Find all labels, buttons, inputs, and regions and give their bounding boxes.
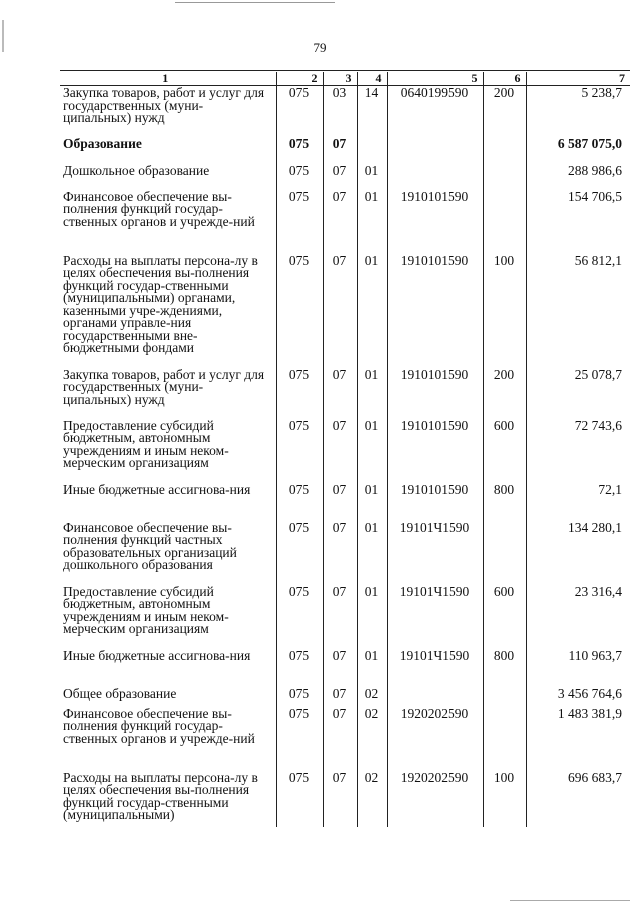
cell-name: Общее образование xyxy=(63,685,177,701)
cell-col-5: 1910101590 xyxy=(387,368,483,419)
cell-col-7: 288 986,6 xyxy=(526,164,630,190)
cell-col-6: 100 xyxy=(483,771,526,827)
cell-col-5 xyxy=(387,137,483,164)
cell-col-3: 07 xyxy=(323,483,357,521)
cell-col-5: 1910101590 xyxy=(387,483,483,521)
table-row xyxy=(60,190,630,254)
cell-col-4: 01 xyxy=(357,164,387,190)
cell-col-6: 200 xyxy=(483,86,526,137)
header-col-4: 4 xyxy=(357,72,387,86)
cell-col-5: 0640199590 xyxy=(387,86,483,137)
cell-col-4: 01 xyxy=(357,521,387,585)
table-row xyxy=(60,137,630,164)
header-col-2: 2 xyxy=(276,72,323,86)
cell-col-2: 075 xyxy=(276,190,323,254)
cell-col-4: 02 xyxy=(357,771,387,827)
cell-col-7: 696 683,7 xyxy=(526,771,630,827)
table-row xyxy=(60,585,630,649)
table-row xyxy=(60,483,630,521)
bottom-scan-line xyxy=(510,900,630,901)
cell-col-6: 200 xyxy=(483,368,526,419)
cell-name: Финансовое обеспечение вы-полнения функций частных образовательных организаций дошкольного образования xyxy=(63,519,237,572)
cell-col-7: 3 456 764,6 xyxy=(526,687,630,707)
table-row xyxy=(60,419,630,483)
table-header xyxy=(60,72,630,86)
cell-col-3: 07 xyxy=(323,649,357,687)
cell-name: Дошкольное образование xyxy=(63,162,210,178)
cell-col-5: 19101Ч1590 xyxy=(387,649,483,687)
cell-col-6 xyxy=(483,521,526,585)
cell-col-3: 07 xyxy=(323,521,357,585)
cell-name: Предоставление субсидий бюджетным, автономным учреждениям и иным неком-мерческим организациям xyxy=(63,583,229,636)
cell-col-4: 01 xyxy=(357,419,387,483)
cell-col-3: 07 xyxy=(323,419,357,483)
table-row xyxy=(60,687,630,707)
cell-col-7: 25 078,7 xyxy=(526,368,630,419)
header-col-6: 6 xyxy=(483,72,526,86)
table-row xyxy=(60,771,630,827)
cell-col-2: 075 xyxy=(276,771,323,827)
cell-col-5: 19101Ч1590 xyxy=(387,585,483,649)
cell-col-2: 075 xyxy=(276,649,323,687)
cell-col-2: 075 xyxy=(276,687,323,707)
cell-col-7: 154 706,5 xyxy=(526,190,630,254)
cell-col-7: 6 587 075,0 xyxy=(526,137,630,164)
cell-name: Предоставление субсидий бюджетным, автономным учреждениям и иным неком-мерческим организациям xyxy=(63,417,229,470)
cell-col-4: 01 xyxy=(357,190,387,254)
table-row xyxy=(60,164,630,190)
cell-name: Закупка товаров, работ и услуг для государственных (муни-ципальных) нужд xyxy=(63,366,265,407)
cell-col-2: 075 xyxy=(276,521,323,585)
cell-name: Расходы на выплаты персона-лу в целях обеспечения вы-полнения функций государ-ственными (муниципальными) xyxy=(63,769,258,822)
cell-col-5: 19101Ч1590 xyxy=(387,521,483,585)
cell-name: Финансовое обеспечение вы-полнения функций государ-ственных органов и учрежде-ний xyxy=(63,188,255,229)
cell-col-7: 72 743,6 xyxy=(526,419,630,483)
cell-col-2: 075 xyxy=(276,164,323,190)
cell-col-2: 075 xyxy=(276,585,323,649)
cell-col-3: 07 xyxy=(323,585,357,649)
table-row xyxy=(60,86,630,137)
cell-col-5: 1920202590 xyxy=(387,771,483,827)
cell-col-2: 075 xyxy=(276,368,323,419)
cell-col-4: 14 xyxy=(357,86,387,137)
cell-col-4: 01 xyxy=(357,483,387,521)
cell-col-4: 02 xyxy=(357,687,387,707)
cell-col-3: 07 xyxy=(323,368,357,419)
cell-col-5: 1910101590 xyxy=(387,254,483,368)
cell-col-2: 075 xyxy=(276,483,323,521)
cell-col-4: 01 xyxy=(357,585,387,649)
cell-col-2: 075 xyxy=(276,254,323,368)
cell-col-6: 800 xyxy=(483,483,526,521)
cell-col-4 xyxy=(357,137,387,164)
cell-col-7: 56 812,1 xyxy=(526,254,630,368)
cell-col-7: 110 963,7 xyxy=(526,649,630,687)
cell-col-6: 600 xyxy=(483,419,526,483)
cell-col-7: 72,1 xyxy=(526,483,630,521)
cell-name: Иные бюджетные ассигнова-ния xyxy=(63,647,251,663)
cell-col-5: 1910101590 xyxy=(387,190,483,254)
table-row xyxy=(60,521,630,585)
cell-name: Иные бюджетные ассигнова-ния xyxy=(63,481,251,497)
cell-col-7: 134 280,1 xyxy=(526,521,630,585)
cell-col-7: 5 238,7 xyxy=(526,86,630,137)
cell-col-6: 800 xyxy=(483,649,526,687)
cell-col-6: 100 xyxy=(483,254,526,368)
cell-name: Закупка товаров, работ и услуг для государственных (муни-ципальных) нужд xyxy=(63,85,265,125)
top-scan-line xyxy=(175,2,335,3)
cell-col-6 xyxy=(483,687,526,707)
cell-col-2: 075 xyxy=(276,707,323,771)
cell-name: Расходы на выплаты персона-лу в целях обеспечения вы-полнения функций государ-ственными (муниципальными) органами, казенными учре-ждениями, органами управле-ния государственными вне-бюджетными фондами xyxy=(63,252,258,355)
cell-col-2: 075 xyxy=(276,137,323,164)
cell-col-6 xyxy=(483,164,526,190)
cell-col-5 xyxy=(387,164,483,190)
cell-col-3: 07 xyxy=(323,137,357,164)
cell-col-2: 075 xyxy=(276,86,323,137)
budget-table xyxy=(60,72,630,827)
cell-col-5: 1910101590 xyxy=(387,419,483,483)
table-body xyxy=(60,86,630,827)
cell-col-6 xyxy=(483,707,526,771)
cell-col-3: 07 xyxy=(323,707,357,771)
cell-col-7: 23 316,4 xyxy=(526,585,630,649)
cell-col-4: 01 xyxy=(357,254,387,368)
cell-name: Образование xyxy=(63,135,142,151)
cell-col-4: 02 xyxy=(357,707,387,771)
cell-col-7: 1 483 381,9 xyxy=(526,707,630,771)
cell-col-6 xyxy=(483,137,526,164)
header-col-5: 5 xyxy=(387,72,483,86)
cell-col-3: 07 xyxy=(323,687,357,707)
cell-col-5: 1920202590 xyxy=(387,707,483,771)
cell-col-2: 075 xyxy=(276,419,323,483)
cell-col-4: 01 xyxy=(357,649,387,687)
page-number: 79 xyxy=(313,40,327,55)
cell-col-3: 07 xyxy=(323,771,357,827)
table-row xyxy=(60,649,630,687)
cell-col-3: 07 xyxy=(323,164,357,190)
cell-col-6 xyxy=(483,190,526,254)
table-row xyxy=(60,254,630,368)
cell-col-6: 600 xyxy=(483,585,526,649)
cell-name: Финансовое обеспечение вы-полнения функций государ-ственных органов и учрежде-ний xyxy=(63,705,255,746)
cell-col-3: 07 xyxy=(323,254,357,368)
table-top-rule xyxy=(60,70,630,71)
table-row xyxy=(60,368,630,419)
header-row xyxy=(60,72,630,86)
cell-col-3: 03 xyxy=(323,86,357,137)
cell-col-4: 01 xyxy=(357,368,387,419)
cell-col-5 xyxy=(387,687,483,707)
table-row xyxy=(60,707,630,771)
header-col-3: 3 xyxy=(323,72,357,86)
header-col-1: 1 xyxy=(60,72,276,86)
cell-col-3: 07 xyxy=(323,190,357,254)
header-col-7: 7 xyxy=(526,72,630,86)
